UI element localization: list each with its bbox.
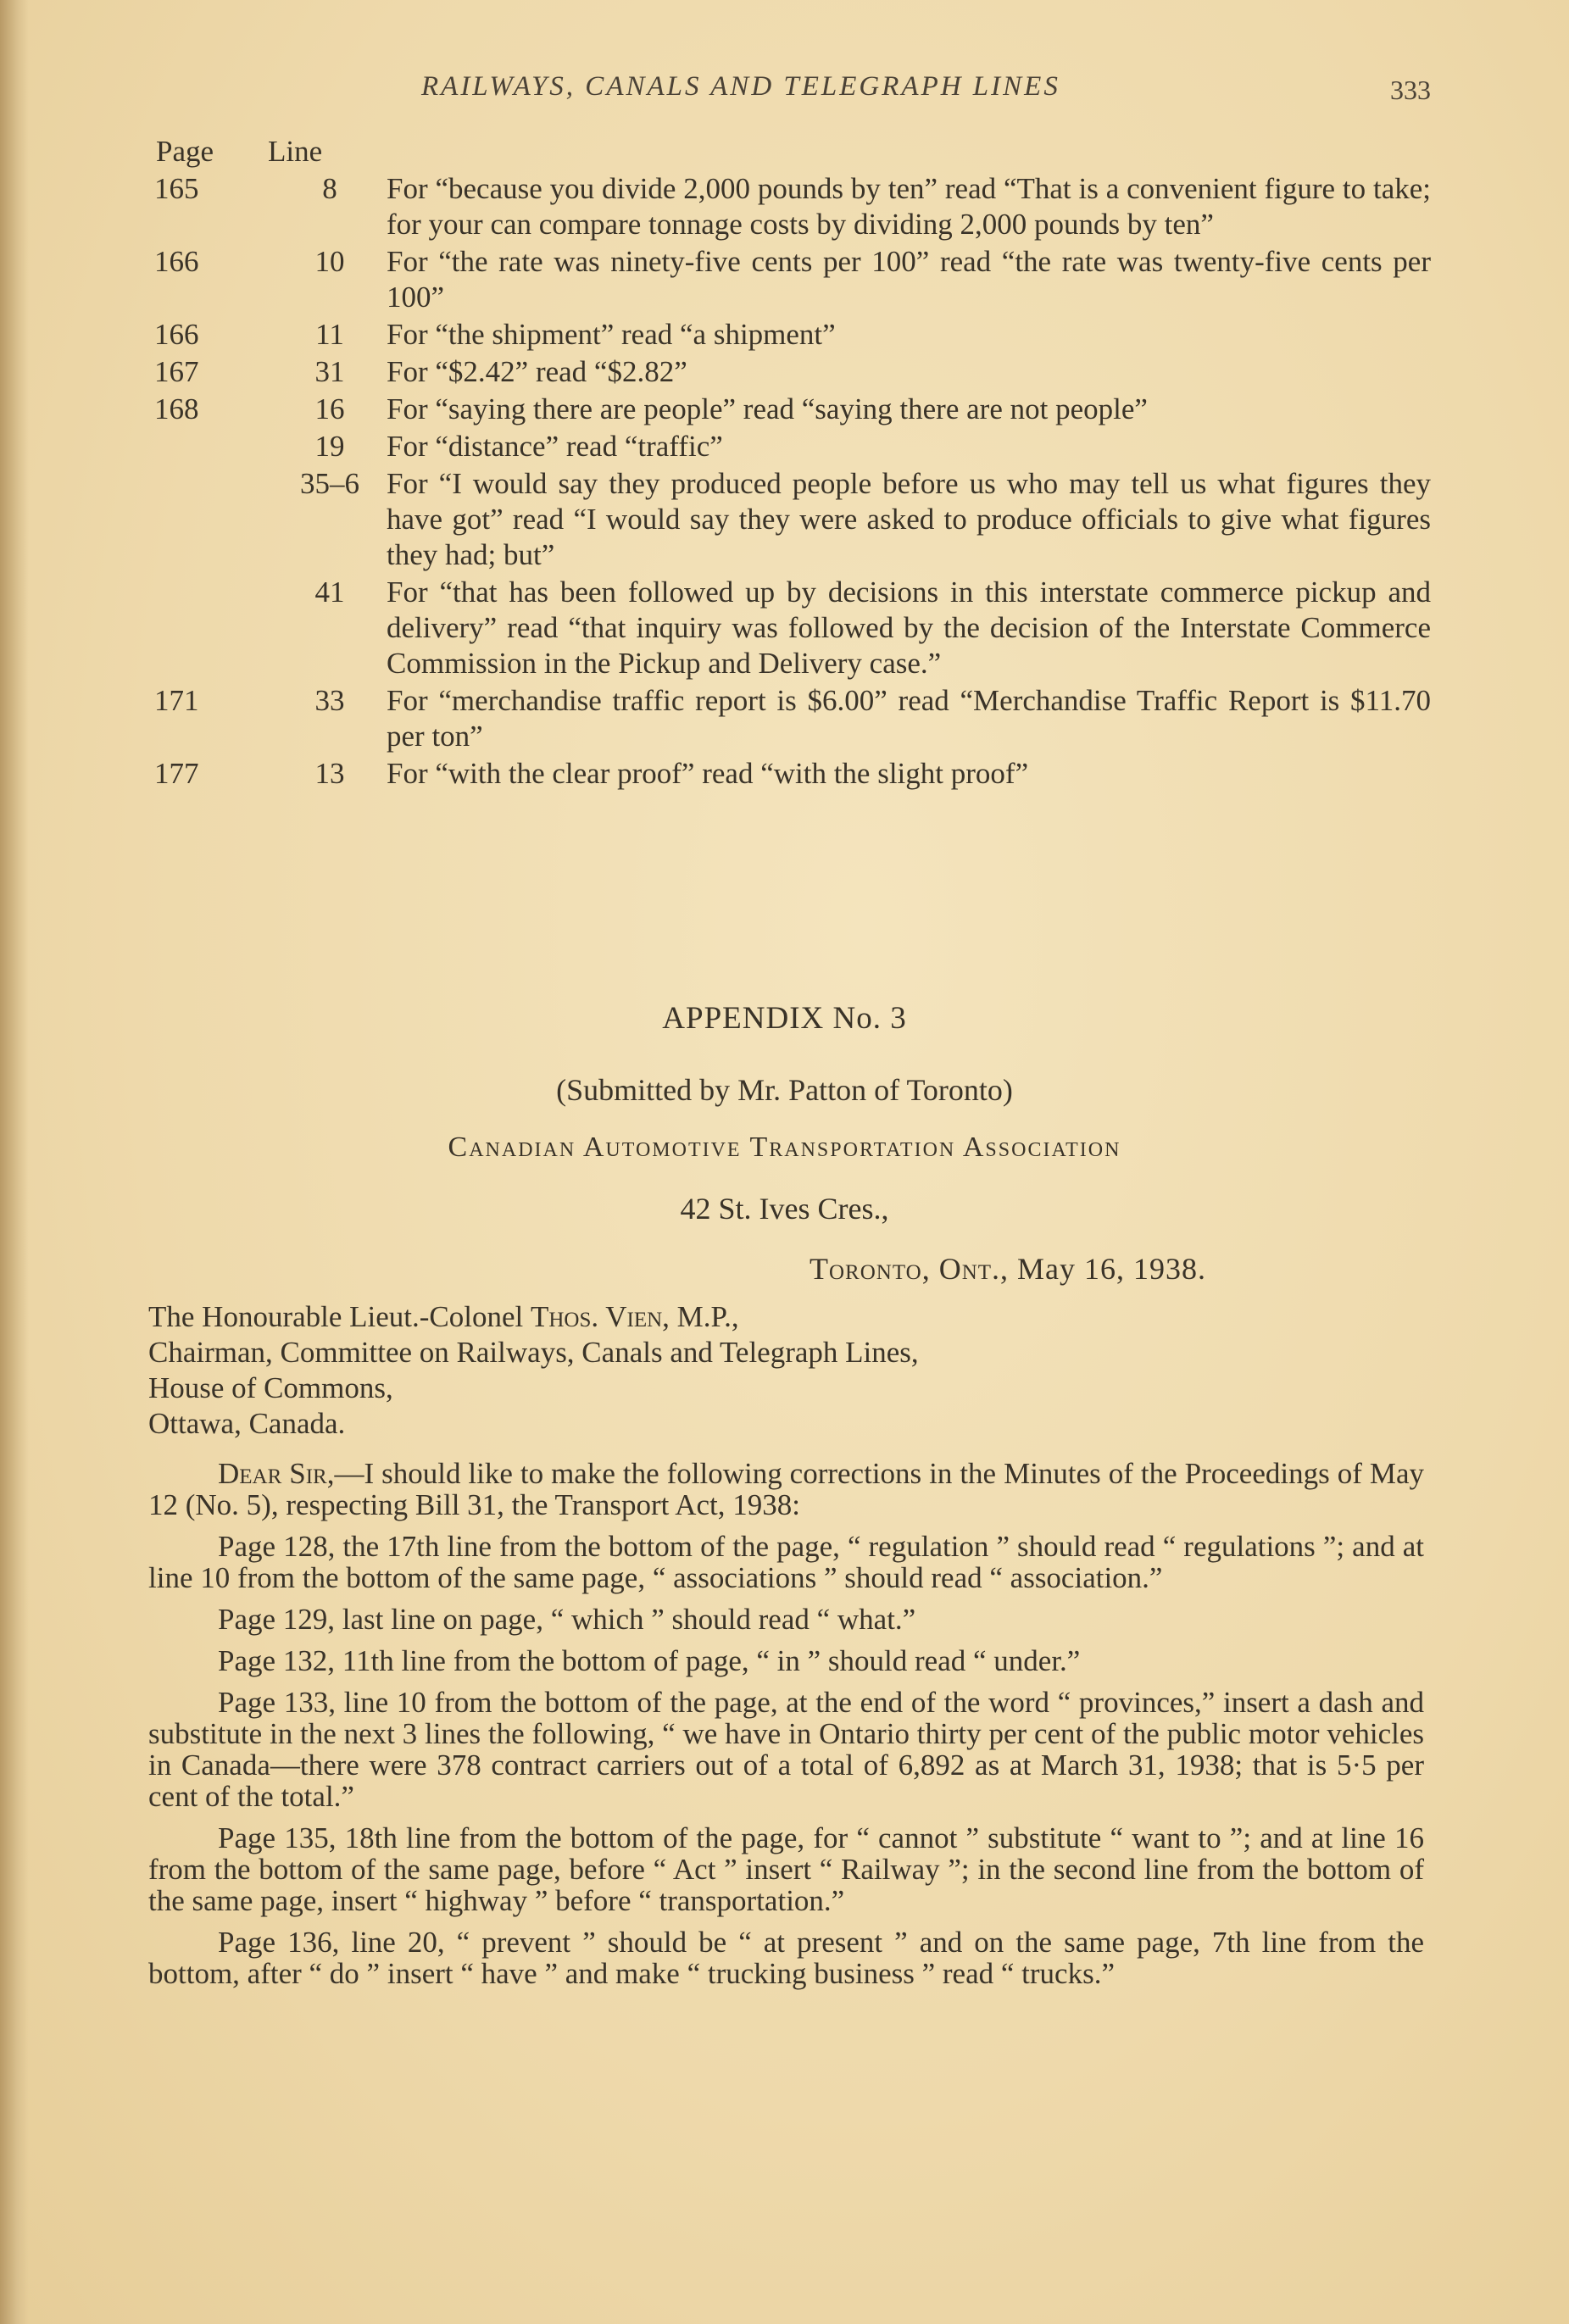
sender-address: 42 St. Ives Cres., [680, 1192, 889, 1226]
errata-row [154, 244, 1434, 315]
recipient-block [148, 1299, 919, 1442]
errata-line: 13 [314, 757, 345, 790]
errata-correction: For “saying there are people” read “saying there are not people” [387, 392, 1148, 425]
letter-paragraph [148, 1458, 1424, 1521]
errata-correction: For “I would say they produced people before us who may tell us what figures they have got” read “I would say they were asked to produce officials to give what figures they had; but” [387, 467, 1431, 571]
intro-text: —I should like to make the following corrections in the Minutes of the Proceedings of May 12 (No. 5), respecting Bill 31, the Transport Act, 1938: [148, 1457, 1424, 1521]
errata-page: 165 [154, 172, 199, 205]
date-place: Toronto, Ont., [810, 1252, 1010, 1286]
letter-paragraph: Page 133, line 10 from the bottom of the page, at the end of the word “ provinces,” insert a dash and substitute in the next 3 lines the following, “ we have in Ontario thirty per cent of the public motor vehicles in Canada—there were 378 contract carriers out of a total of 6,892 as at March 31, 1938; that is 5·5 per cent of the total.” [148, 1686, 1424, 1813]
errata-row [154, 756, 1434, 792]
recipient-line: House of Commons, [148, 1371, 393, 1404]
errata-row [154, 392, 1434, 427]
errata-page [154, 429, 273, 464]
recipient-suffix: M.P., [669, 1300, 739, 1333]
errata-correction: For “the shipment” read “a shipment” [387, 318, 836, 351]
errata-correction: For “because you divide 2,000 pounds by ten” read “That is a convenient figure to take; for your can compare tonnage costs by dividing 2,000 pounds by ten” [387, 172, 1431, 241]
errata-line: 33 [314, 684, 345, 717]
errata-row [154, 683, 1434, 754]
errata-correction: For “merchandise traffic report is $6.00” read “Merchandise Traffic Report is $11.70 per ton” [387, 684, 1431, 753]
errata-line: 41 [314, 575, 345, 609]
salutation: Dear Sir, [218, 1457, 335, 1490]
letter-date [810, 1251, 1206, 1287]
date-value: May 16, 1938. [1017, 1252, 1207, 1286]
errata-page: 177 [154, 757, 199, 790]
errata-correction: For “the rate was ninety-five cents per 100” read “the rate was twenty-five cents per 100” [387, 245, 1431, 314]
recipient-line: Ottawa, Canada. [148, 1407, 346, 1440]
letter-paragraph: Page 136, line 20, “ prevent ” should be “ at present ” and on the same page, 7th line from the bottom, after “ do ” insert “ have ” and make “ trucking business ” read “ trucks.” [148, 1926, 1424, 1990]
submitted-by: (Submitted by Mr. Patton of Toronto) [556, 1073, 1013, 1107]
errata-line: 16 [314, 392, 345, 425]
column-header-page: Page [156, 135, 214, 168]
errata-row [154, 466, 1434, 573]
page-number: 333 [1390, 75, 1431, 105]
errata-table [154, 134, 1434, 793]
errata-correction: For “$2.42” read “$2.82” [387, 355, 687, 388]
errata-row [154, 317, 1434, 353]
errata-correction: For “that has been followed up by decisions in this interstate commerce pickup and delivery” read “that inquiry was followed by the decision of the Interstate Commerce Commission in the Pickup and Delivery case.” [387, 575, 1431, 680]
errata-line: 19 [314, 430, 345, 463]
column-header-line: Line [268, 135, 323, 168]
errata-page [154, 575, 273, 681]
letter-paragraph: Page 128, the 17th line from the bottom of the page, “ regulation ” should read “ regulations ”; and at line 10 from the bottom of the same page, “ associations ” should read “ association.” [148, 1530, 1424, 1594]
running-title: RAILWAYS, CANALS AND TELEGRAPH LINES [421, 71, 1060, 102]
errata-page: 168 [154, 392, 199, 425]
association-name: Canadian Automotive Transportation Association [448, 1131, 1121, 1163]
recipient-name: Thos. Vien, [530, 1300, 670, 1333]
errata-page: 166 [154, 245, 199, 278]
errata-line: 31 [314, 355, 345, 388]
letter-body [148, 1458, 1424, 1999]
errata-correction: For “distance” read “traffic” [387, 430, 723, 463]
errata-row [154, 429, 1434, 464]
errata-line: 10 [314, 245, 345, 278]
errata-line: 8 [322, 172, 337, 205]
letter-paragraph: Page 129, last line on page, “ which ” should read “ what.” [218, 1603, 916, 1636]
appendix-title: APPENDIX No. 3 [662, 1001, 907, 1036]
errata-page [154, 466, 273, 573]
errata-page: 167 [154, 355, 199, 388]
errata-row [154, 354, 1434, 390]
recipient-line: Chairman, Committee on Railways, Canals and Telegraph Lines, [148, 1336, 919, 1369]
recipient-title: The Honourable Lieut.-Colonel [148, 1300, 531, 1333]
errata-row [154, 575, 1434, 681]
recipient-line [148, 1299, 919, 1335]
errata-line: 35–6 [300, 467, 359, 500]
page-header [0, 71, 1569, 115]
letter-paragraph: Page 132, 11th line from the bottom of page, “ in ” should read “ under.” [218, 1644, 1081, 1677]
errata-row [154, 171, 1434, 242]
errata-header [154, 134, 1434, 171]
errata-page: 166 [154, 318, 199, 351]
errata-page: 171 [154, 684, 199, 717]
errata-line: 11 [315, 318, 344, 351]
letter-paragraph: Page 135, 18th line from the bottom of the page, for “ cannot ” substitute “ want to ”; and at line 16 from the bottom of the same page, before “ Act ” insert “ Railway ”; in the second line from the bottom of the same page, insert “ highway ” before “ transportation.” [148, 1821, 1424, 1917]
errata-correction: For “with the clear proof” read “with the slight proof” [387, 757, 1029, 790]
